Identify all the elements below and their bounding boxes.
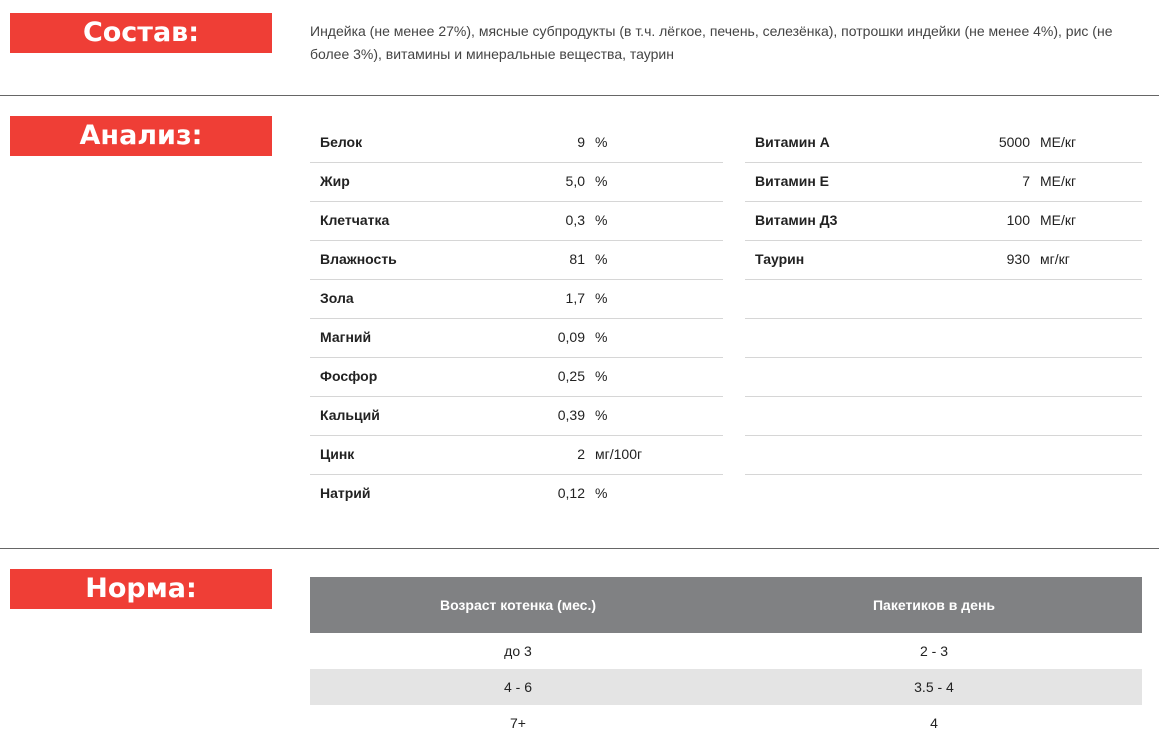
nutrient-unit: % [595,173,608,189]
nutrient-unit: % [595,251,608,267]
nutrient-name: Фосфор [320,368,378,384]
nutrient-unit: % [595,212,608,228]
table-row [310,202,723,241]
nutrient-value: 1,7 [565,290,585,306]
nutrient-unit: мг/кг [1040,251,1070,267]
nutrient-value: 100 [1006,212,1030,228]
table-row [310,475,723,513]
header-age: Возраст котенка (мес.) [310,577,726,633]
table-row [745,241,1142,280]
cell-pouches: 4 [930,715,938,731]
table-row [310,124,723,163]
cell-pouches: 2 - 3 [919,643,948,659]
section-divider [0,95,1159,96]
table-header-row [310,577,1142,633]
table-row [745,163,1142,202]
cell-pouches: 3.5 - 4 [726,669,1142,705]
nutrient-value: 0,3 [565,212,585,228]
nutrient-value: 0,25 [557,368,585,384]
nutrient-value: 0,09 [557,329,585,345]
table-row [745,202,1142,241]
nutrient-name: Витамин Е [755,173,830,189]
nutrient-value: 5000 [998,134,1030,150]
nutrient-unit: % [595,407,608,423]
nutrient-unit: % [595,329,608,345]
feeding-norm-table [310,577,1142,741]
nutrient-value: 9 [577,134,585,150]
nutrient-unit: МЕ/кг [1040,212,1077,228]
nutrient-value: 0,39 [557,407,585,423]
nutrient-name: Магний [320,329,372,345]
nutrient-value: 930 [1006,251,1030,267]
nutrient-unit: % [595,134,608,150]
nutrient-name: Клетчатка [320,212,390,228]
nutrient-unit: % [595,368,608,384]
table-row [310,241,723,280]
analysis-table-right [745,124,1142,475]
nutrient-name: Таурин [755,251,805,267]
nutrient-name: Зола [320,290,354,306]
table-row [310,705,1142,741]
nutrient-value: 0,12 [557,485,585,501]
nutrient-value: 7 [1022,173,1030,189]
analysis-table-left [310,124,723,513]
table-row [310,358,723,397]
nutrient-name: Цинк [320,446,355,462]
cell-age: 7+ [510,715,526,731]
table-row [310,397,723,436]
nutrient-unit: мг/100г [595,446,643,462]
nutrient-name: Витамин А [755,134,830,150]
composition-label: Состав: [10,13,272,53]
nutrient-value: 2 [577,446,585,462]
table-row [745,319,1142,358]
nutrient-name: Кальций [320,407,380,423]
table-row [745,436,1142,475]
cell-age: до 3 [504,643,532,659]
table-row [745,280,1142,319]
table-row [310,669,1142,705]
composition-text: Индейка (не менее 27%), мясные субпродукты (в т.ч. лёгкое, печень, селезёнка), потрошки индейки (не менее 4%), рис (не более 3%), витамины и минеральные вещества, таурин [310,23,1113,62]
table-row [310,319,723,358]
nutrient-unit: % [595,290,608,306]
nutrient-name: Витамин Д3 [755,212,838,228]
analysis-label: Анализ: [10,116,272,156]
nutrient-name: Жир [320,173,350,189]
nutrient-unit: % [595,485,608,501]
nutrient-unit: МЕ/кг [1040,173,1077,189]
header-pouches: Пакетиков в день [726,577,1142,633]
table-row [745,124,1142,163]
cell-age: 4 - 6 [310,669,726,705]
section-divider [0,548,1159,549]
table-row [310,633,1142,669]
table-row [310,436,723,475]
table-row [745,358,1142,397]
nutrient-value: 81 [569,251,585,267]
nutrient-value: 5,0 [565,173,585,189]
table-row [745,397,1142,436]
nutrient-name: Натрий [320,485,371,501]
norm-label: Норма: [10,569,272,609]
nutrient-unit: МЕ/кг [1040,134,1077,150]
nutrient-name: Влажность [320,251,397,267]
table-row [310,280,723,319]
table-row [310,163,723,202]
nutrient-name: Белок [320,134,363,150]
